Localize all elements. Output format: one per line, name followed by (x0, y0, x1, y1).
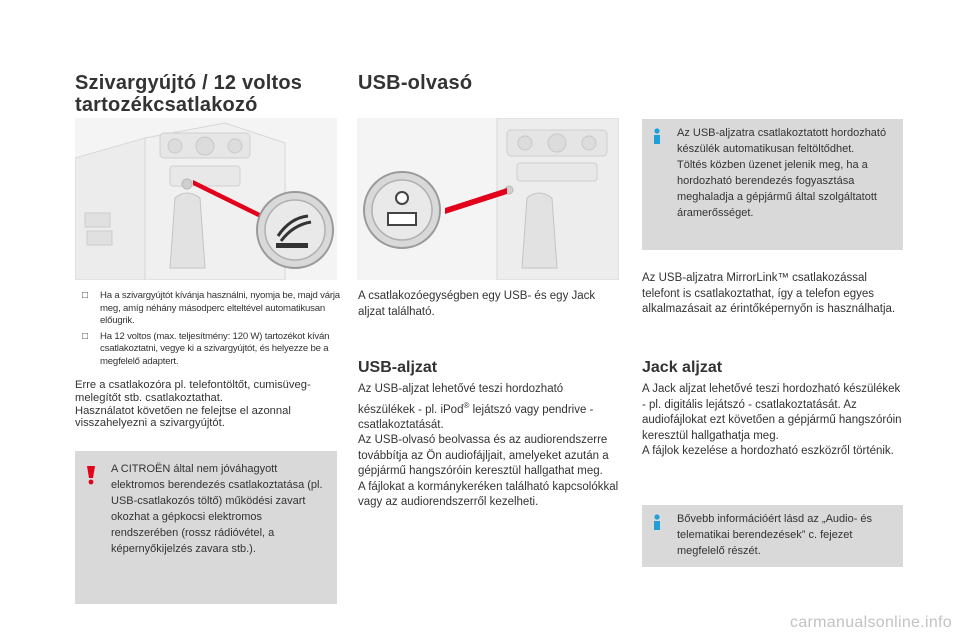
info-icon (650, 514, 664, 532)
list-item: □ Ha a szivargyújtót kívánja használni, nyomja be, majd várja meg, amíg néhány másodperc elteltével automatikusan előugrik. (82, 290, 340, 327)
usb-socket-title: USB-aljzat (358, 359, 438, 376)
jack-socket-text: A Jack aljzat lehetővé teszi hordozható készülékek - pl. digitális lejátszó - csatlakoztatását. Az audiofájlokat ezt követően a gépjármű hangszóróin keresztül hallgathatja meg. A fájlok kezelése a hordozható eszközről történik. (642, 383, 902, 457)
title-line-1: Szivargyújtó / 12 voltos (75, 72, 303, 94)
watermark: carmanualsonline.info (790, 614, 952, 631)
info-audio-text: Bővebb információért lásd az „Audio- és telematikai berendezések” c. fejezet megfelelő részét. (677, 513, 873, 557)
usb-intro-text: A csatlakozóegységben egy USB- és egy Jack aljzat található. (358, 290, 596, 318)
mirrorlink-text: Az USB-aljzatra MirrorLink™ csatlakozással telefont is csatlakoztathat, így a telefon egyes alkalmazásait az érintőképernyőn is használhatja. (642, 272, 896, 315)
info-box-charging (642, 119, 903, 250)
checkbox-bullet-icon: □ (82, 330, 88, 342)
checkbox-bullet-icon: □ (82, 290, 88, 301)
info-charging-text: Az USB-aljzatra csatlakoztatott hordozható készülék automatikusan feltöltődhet. Töltés közben üzenet jelenik meg, ha a hordozható berendezés fogyasztása meghaladja a gépjármű által szolgáltatott áramerősséget. (677, 127, 887, 219)
lighter-paragraph: Erre a csatlakozóra pl. telefontöltőt, cumisüveg-melegítőt stb. csatlakoztathat. Használatot követően ne felejtse el azonnal visszahelyezni a szivargyújtót. (75, 379, 311, 430)
section-title-usb-reader: USB-olvasó (358, 72, 473, 94)
cigarette-lighter-illustration (75, 118, 337, 280)
warning-box (75, 451, 337, 604)
warning-icon (84, 465, 98, 485)
info-box-audio (642, 505, 903, 567)
warning-text: A CITROËN által nem jóváhagyott elektromos berendezés csatlakoztatása (pl. USB-csatlakozós töltő) működési zavart okozhat a gépkocsi elektromos rendszerében (rossz rádióvétel, a képernyőkijelzés zavara stb.). (111, 463, 323, 555)
jack-socket-title: Jack aljzat (642, 359, 723, 376)
title-line-2: tartozékcsatlakozó (75, 94, 258, 116)
list-item: □ Ha 12 voltos (max. teljesítmény: 120 W) tartozékot kíván csatlakoztatni, vegye ki a szivargyújtót, és helyezze be a megfelelő adaptert. (82, 330, 330, 367)
lighter-bullet-list (78, 290, 340, 372)
usb-socket-illustration (357, 118, 619, 280)
section-title-cigarette-lighter (75, 72, 345, 116)
usb-socket-text: Az USB-aljzat lehetővé teszi hordozható készülékek - pl. iPod® lejátszó vagy pendrive - csatlakoztatását. Az USB-olvasó beolvassa és az audiorendszerre továbbítja az Ön audiofájljait, amelyeket azután a gépjármű hangszóróin keresztül hallgathat meg. A fájlokat a kormánykeréken található kapcsolókkal vagy az audiorendszerről kezelheti. (358, 383, 619, 509)
info-icon (650, 128, 664, 146)
